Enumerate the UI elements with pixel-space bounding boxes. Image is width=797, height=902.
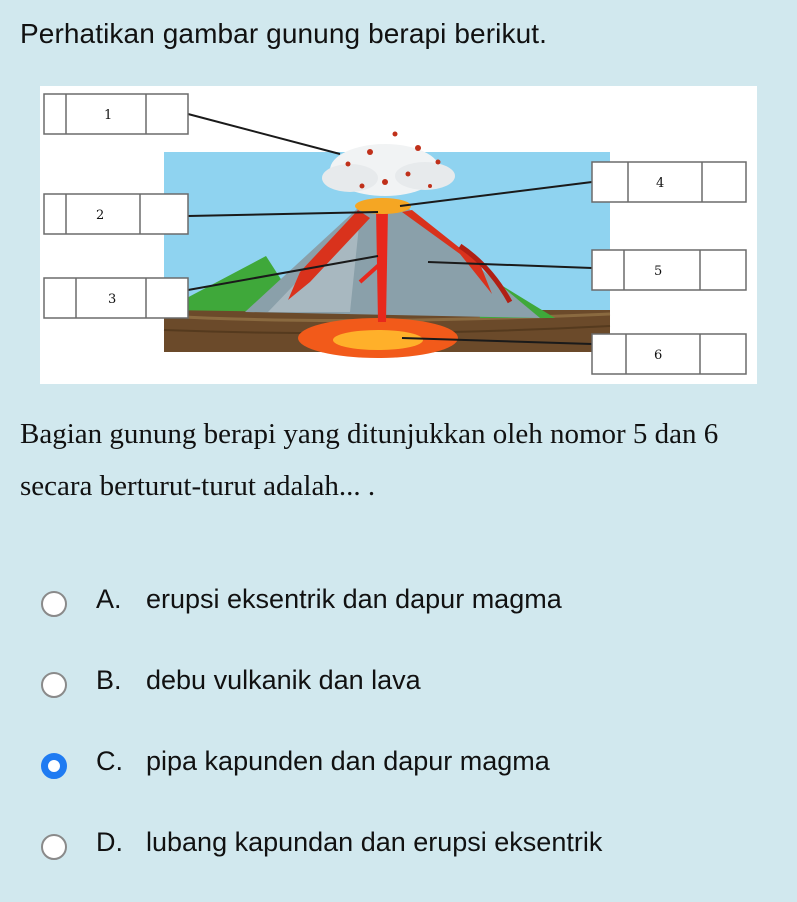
option-a-text: erupsi eksentrik dan dapur magma (146, 584, 562, 614)
label-box-2 (44, 194, 188, 234)
pointer-line-1 (188, 114, 340, 154)
label-box-6 (592, 334, 746, 374)
answer-options (40, 578, 797, 902)
label-4: 4 (656, 176, 665, 191)
radio-option-c[interactable] (41, 753, 67, 779)
option-b[interactable] (40, 659, 797, 740)
option-a-letter: A. (96, 584, 122, 614)
question-text: Bagian gunung berapi yang ditunjukkan oleh nomor 5 dan 6 secara berturut-turut adalah... . (20, 418, 719, 502)
label-6: 6 (654, 348, 663, 363)
label-2: 2 (96, 208, 105, 223)
radio-option-b[interactable] (41, 672, 67, 698)
label-box-4 (592, 162, 746, 202)
label-box-1 (44, 94, 188, 134)
option-b-text: debu vulkanik dan lava (146, 665, 421, 695)
option-d-letter: D. (96, 827, 123, 857)
label-3: 3 (108, 292, 117, 307)
radio-option-d[interactable] (41, 834, 67, 860)
option-d[interactable] (40, 821, 797, 902)
option-d-text: lubang kapundan dan erupsi eksentrik (146, 827, 603, 857)
option-b-letter: B. (96, 665, 122, 695)
radio-option-a[interactable] (41, 591, 67, 617)
option-a[interactable] (40, 578, 797, 659)
option-c-text: pipa kapunden dan dapur magma (146, 746, 550, 776)
label-5: 5 (654, 264, 663, 279)
option-c[interactable] (40, 740, 797, 821)
question-title: Perhatikan gambar gunung berapi berikut. (20, 18, 548, 49)
label-1: 1 (104, 108, 113, 123)
label-box-5 (592, 250, 746, 290)
label-box-3 (44, 278, 188, 318)
volcano-diagram (40, 86, 757, 384)
option-c-letter: C. (96, 746, 123, 776)
